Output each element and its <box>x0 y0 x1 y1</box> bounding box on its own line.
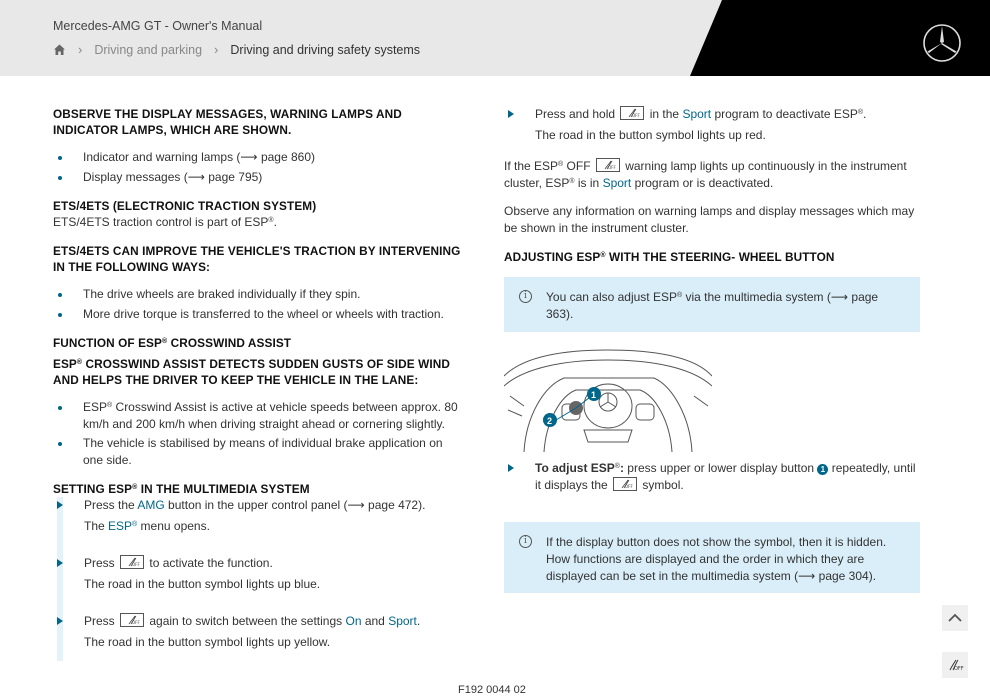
amg-link[interactable]: AMG <box>137 498 165 512</box>
esp-button-icon <box>120 613 144 627</box>
step-arrow-icon <box>57 617 63 625</box>
svg-text:OFF: OFF <box>954 666 964 672</box>
callout-1-label: 1 <box>591 390 597 400</box>
breadcrumb-driving-and-parking[interactable]: Driving and parking <box>94 42 203 57</box>
mercedes-star-logo[interactable] <box>922 23 962 63</box>
manual-title: Mercedes-AMG GT - Owner's Manual <box>53 19 263 33</box>
svg-text:OFF: OFF <box>632 113 641 118</box>
esp-off-paragraph: If the ESP® OFF OFF warning lamp lights up continuously in the instrument cluster, ESP® is in Sport program or is deactivated. <box>504 159 907 190</box>
esp-shortcut-button[interactable] <box>942 652 968 678</box>
step-adjust-esp: To adjust ESP®: press upper or lower display button 1 repeatedly, until it displays the OFF symbol. <box>504 460 920 494</box>
crosswind-heading: ESP® CROSSWIND ASSIST DETECTS SUDDEN GUSTS OF SIDE WIND AND HELPS THE DRIVER TO KEEP THE VEHICLE IN THE LANE: <box>53 357 450 387</box>
step-arrow-icon <box>57 501 63 509</box>
observe-list <box>53 149 465 186</box>
left-column <box>53 100 465 661</box>
esp-button-icon <box>613 477 637 491</box>
list-item: More drive torque is transferred to the wheel or wheels with traction. <box>53 306 465 323</box>
step-arrow-icon <box>508 110 514 118</box>
setting-heading: SETTING ESP® IN THE MULTIMEDIA SYSTEM <box>53 482 310 496</box>
svg-text:OFF: OFF <box>132 562 140 567</box>
ets-text: ETS/4ETS traction control is part of ESP®. <box>53 215 277 229</box>
svg-text:OFF: OFF <box>607 165 616 170</box>
ets-heading: ETS/4ETS (ELECTRONIC TRACTION SYSTEM) <box>53 199 317 213</box>
improve-list <box>53 286 465 323</box>
breadcrumb-current: Driving and driving safety systems <box>230 42 421 57</box>
callout-2-label: 2 <box>547 416 553 426</box>
list-item: ESP® Crosswind Assist is active at vehicle speeds between approx. 80 km/h and 200 km/h when driving straight ahead or cornering slightly. <box>53 399 465 433</box>
info-icon: i <box>519 290 532 303</box>
figure-code: F192 0044 02 <box>458 684 526 696</box>
observe-paragraph: Observe any information on warning lamps and display messages which may be shown in the instrument cluster. <box>504 204 915 235</box>
chevron-right-icon: › <box>214 42 219 57</box>
svg-text:OFF: OFF <box>625 484 633 489</box>
esp-off-icon <box>942 652 968 678</box>
info-box-multimedia: i You can also adjust ESP® via the multimedia system (⟶ page 363). <box>504 277 920 332</box>
list-item[interactable]: Indicator and warning lamps (⟶ page 860) <box>53 149 465 166</box>
esp-link[interactable]: ESP <box>108 519 133 533</box>
sport-link[interactable]: Sport <box>682 107 712 121</box>
crosswind-list <box>53 399 465 469</box>
chevron-up-icon <box>942 605 968 631</box>
info-box-hidden-symbol: i If the display button does not show the symbol, then it is hidden. How functions are displayed and the order in which they are displayed can be set in the multimedia system (⟶ page 304). <box>504 522 920 593</box>
sport-link[interactable]: Sport <box>388 614 417 628</box>
step-press-amg: Press the AMG button in the upper control panel (⟶ page 472). The ESP® menu opens. <box>53 497 465 545</box>
observe-heading: OBSERVE THE DISPLAY MESSAGES, WARNING LAMPS AND INDICATOR LAMPS, WHICH ARE SHOWN. <box>53 107 402 137</box>
list-item[interactable]: Display messages (⟶ page 795) <box>53 169 465 186</box>
step-arrow-icon <box>57 559 63 567</box>
scroll-to-top-button[interactable] <box>942 605 968 631</box>
info-icon: i <box>519 535 532 548</box>
page-header <box>0 0 990 76</box>
step-press-activate: Press OFF to activate the function. The road in the button symbol lights up blue. <box>53 545 465 603</box>
step-press-hold: Press and hold OFF in the Sport program to deactivate ESP®. The road in the button symbol lights up red. <box>504 106 920 146</box>
callout-1-inline: 1 <box>817 464 828 475</box>
right-column <box>504 106 920 593</box>
on-link[interactable]: On <box>345 614 362 628</box>
function-heading: FUNCTION OF ESP® CROSSWIND ASSIST <box>53 336 292 350</box>
list-item: The vehicle is stabilised by means of individual brake application on one side. <box>53 435 465 469</box>
improve-heading: ETS/4ETS CAN IMPROVE THE VEHICLE'S TRACTION BY INTERVENING IN THE FOLLOWING WAYS: <box>53 244 461 274</box>
chevron-right-icon: › <box>78 42 83 57</box>
home-icon[interactable] <box>53 43 66 56</box>
esp-button-icon <box>120 555 144 569</box>
step-arrow-icon <box>508 464 514 472</box>
steering-wheel-drawing <box>504 346 712 452</box>
sport-link[interactable]: Sport <box>602 176 632 190</box>
adjust-heading: ADJUSTING ESP® WITH THE STEERING- WHEEL BUTTON <box>504 250 835 264</box>
svg-text:OFF: OFF <box>132 620 140 625</box>
esp-off-warning-icon <box>596 158 620 172</box>
step-press-again: Press OFF again to switch between the settings On and Sport. The road in the button symbol lights up yellow. <box>53 603 465 661</box>
breadcrumb <box>53 42 420 57</box>
list-item: The drive wheels are braked individually if they spin. <box>53 286 465 303</box>
steering-wheel-illustration <box>504 346 712 452</box>
esp-button-icon <box>620 106 644 120</box>
